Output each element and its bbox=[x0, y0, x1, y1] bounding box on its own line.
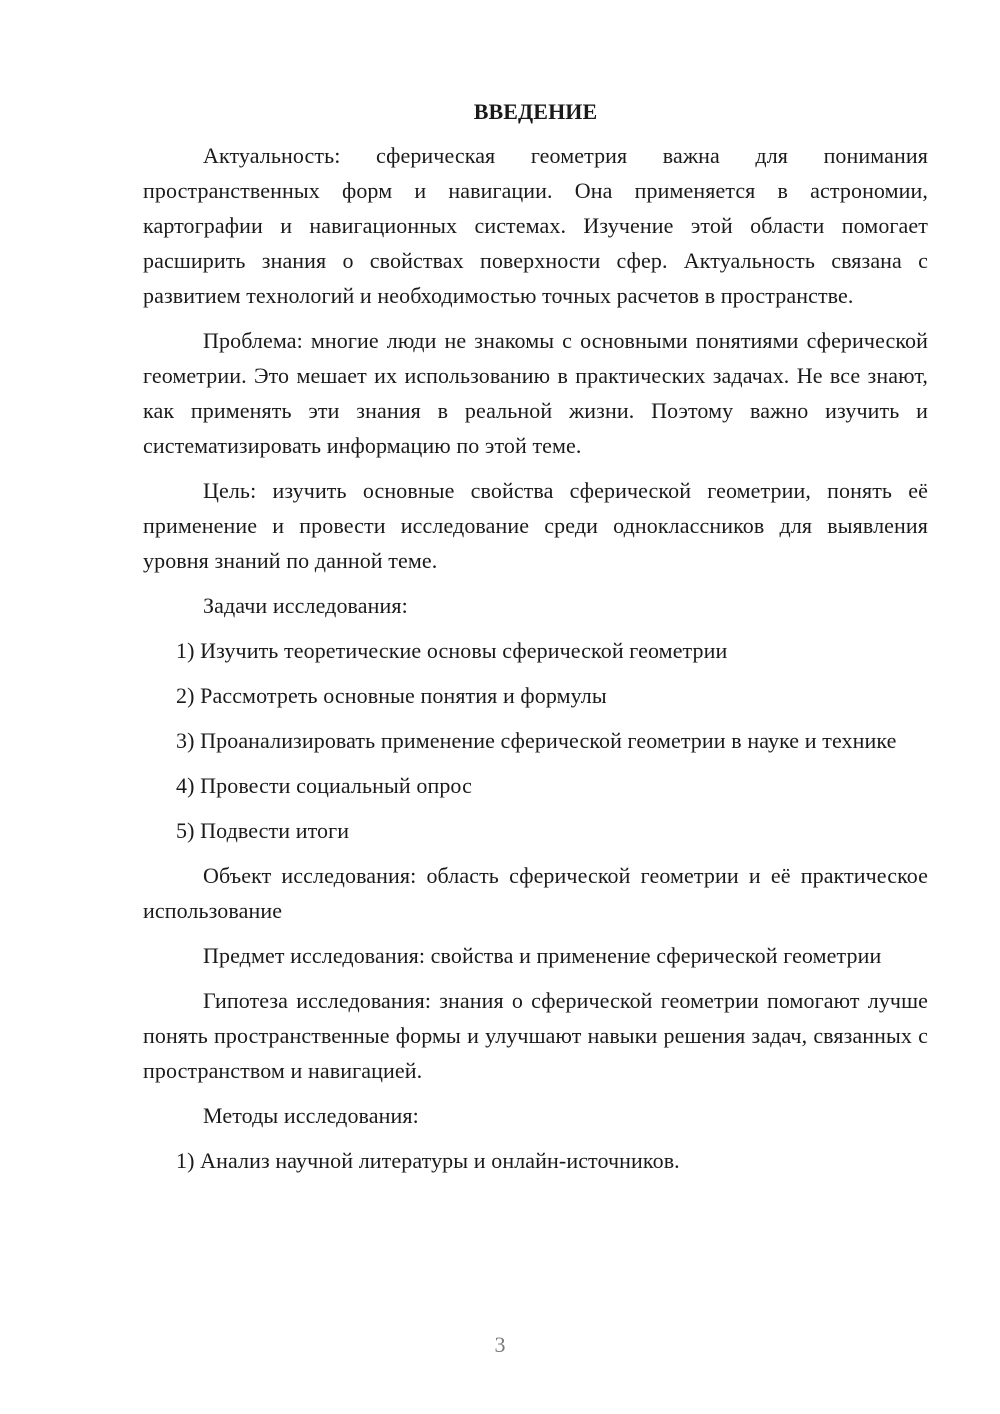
page-number: 3 bbox=[494, 1332, 506, 1357]
goal-paragraph: Цель: изучить основные свойства сферической геометрии, понять её применение и провести исследование среди одноклассников для выявления уровня знаний по данной теме. bbox=[143, 478, 928, 573]
subject-paragraph: Предмет исследования: свойства и применение сферической геометрии bbox=[203, 943, 882, 968]
task-item-4: 4) Провести социальный опрос bbox=[176, 773, 472, 798]
task-item-3: 3) Проанализировать применение сферической геометрии в науке и технике bbox=[176, 728, 897, 753]
section-title: ВВЕДЕНИЕ bbox=[473, 99, 598, 124]
problem-paragraph: Проблема: многие люди не знакомы с основными понятиями сферической геометрии. Это мешает их использованию в практических задачах. Не все знают, как применять эти знания в реальной жизни. Поэтому важно изучить и систематизировать информацию по этой теме. bbox=[143, 328, 928, 458]
methods-heading: Методы исследования: bbox=[203, 1103, 419, 1128]
tasks-heading: Задачи исследования: bbox=[203, 593, 408, 618]
hypothesis-paragraph: Гипотеза исследования: знания о сферической геометрии помогают лучше понять пространственные формы и улучшают навыки решения задач, связанных с пространством и навигацией. bbox=[143, 988, 928, 1083]
task-item-1: 1) Изучить теоретические основы сферической геометрии bbox=[176, 638, 728, 663]
object-paragraph: Объект исследования: область сферической геометрии и её практическое использование bbox=[143, 863, 928, 923]
document-page bbox=[143, 96, 928, 1188]
task-item-5: 5) Подвести итоги bbox=[176, 818, 350, 843]
method-item-1: 1) Анализ научной литературы и онлайн-источников. bbox=[176, 1148, 680, 1173]
task-item-2: 2) Рассмотреть основные понятия и формулы bbox=[176, 683, 607, 708]
relevance-paragraph: Актуальность: сферическая геометрия важна для понимания пространственных форм и навигации. Она применяется в астрономии, картографии и навигационных системах. Изучение этой области помогает расширить знания о свойствах поверхности сфер. Актуальность связана с развитием технологий и необходимостью точных расчетов в пространстве. bbox=[143, 143, 928, 308]
